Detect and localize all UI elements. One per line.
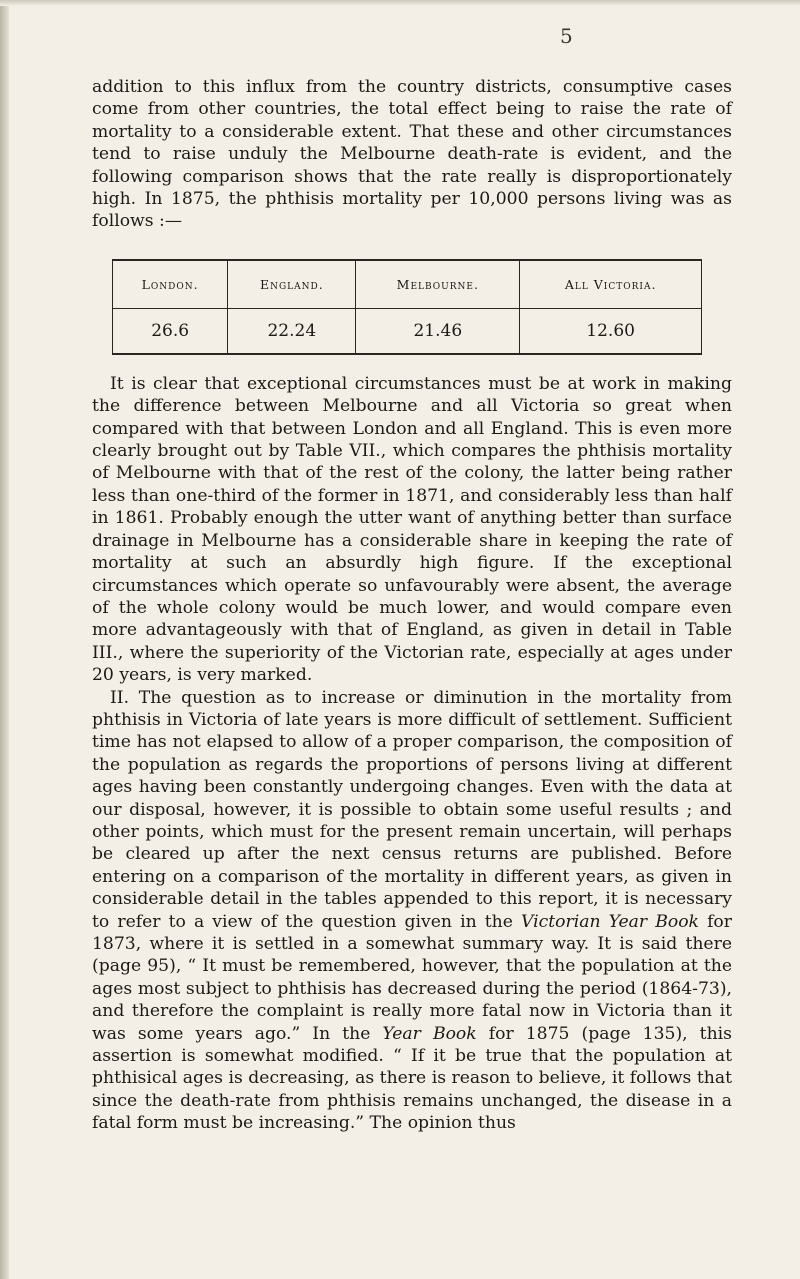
page-top-edge (0, 0, 800, 6)
intro-paragraph: addition to this influx from the country districts, consumptive cases come from other countries, the total effect being to raise the rate of mortality to a considerable extent. That these and other circumstances tend to raise unduly the Melbourne death-rate is evident, and the following comparison shows that the rate really is disproportionately high. In 1875, the phthisis mortality per 10,000 persons living was as follows :— (92, 77, 732, 232)
value-england: 22.24 (228, 308, 356, 354)
header-melbourne: Melbourne. (356, 260, 520, 309)
paragraph-exceptional-circumstances: It is clear that exceptional circumstances must be at work in making the difference between Melbourne and all Victoria so great when compared with that between London and all England. This is even more clearly brought out by Table VII., which compares the phthisis mortality of Melbourne with that of the rest of the colony, the latter being rather less than one-third of the former in 1871, and considerably less than half in 1861. Probably enough the utter want of anything better than surface drainage in Melbourne has a considerable share in keeping the rate of mortality at such an absurdly high figure. If the exceptional circumstances which operate so unfavourably were absent, the average of the whole colony would be much lower, and would compare even more advantageously with that of England, as given in detail in Table III., where the superiority of the Victorian rate, especially at ages under 20 years, is very marked. (92, 373, 732, 686)
value-melbourne: 21.46 (356, 308, 520, 354)
header-all-victoria: All Victoria. (520, 260, 702, 309)
paragraph-increase-or-diminution (92, 687, 732, 1135)
paragraph-3-text-3: for 1875 (page 135), this assertion is somewhat modified. “ If it be true that the population at phthisical ages is decreasing, as there is reason to believe, it follows that since the death-rate from phthisis remains unchanged, the disease in a fatal form must be increasing.” The opinion thus (92, 1023, 732, 1134)
table-header-row (113, 260, 702, 309)
title-victorian-year-book: Victorian Year Book (521, 911, 699, 932)
title-year-book: Year Book (382, 1023, 477, 1044)
value-london: 26.6 (113, 308, 228, 354)
page-body (92, 76, 732, 1135)
page-binding-edge (0, 0, 9, 1279)
value-all-victoria: 12.60 (520, 308, 702, 354)
paragraph-3-text-1: II. The question as to increase or diminution in the mortality from phthisis in Victoria of late years is more difficult of settlement. Sufficient time has not elapsed to allow of a proper comparison, the composition of the population as regards the proportions of persons living at different ages having been constantly undergoing changes. Even with the data at our disposal, however, it is possible to obtain some useful results ; and other points, which must for the present remain uncertain, will perhaps be cleared up after the next census returns are published. Before entering on a comparison of the mortality in different years, as given in considerable detail in the tables appended to this report, it is necessary to refer to a view of the question given in the (92, 687, 732, 932)
paragraph-3-text-2: for 1873, where it is settled in a somewhat summary way. It is said there (page 95), “ It must be remembered, however, that the population at the ages most subject to phthisis has decreased during the period (1864-73), and therefore the complaint is really more fatal now in Victoria than it was some years ago.” In the (92, 911, 732, 1044)
phthisis-mortality-table (112, 259, 702, 355)
table-value-row (113, 308, 702, 354)
page-number: 5 (560, 24, 573, 48)
header-london: London. (113, 260, 228, 309)
header-england: England. (228, 260, 356, 309)
